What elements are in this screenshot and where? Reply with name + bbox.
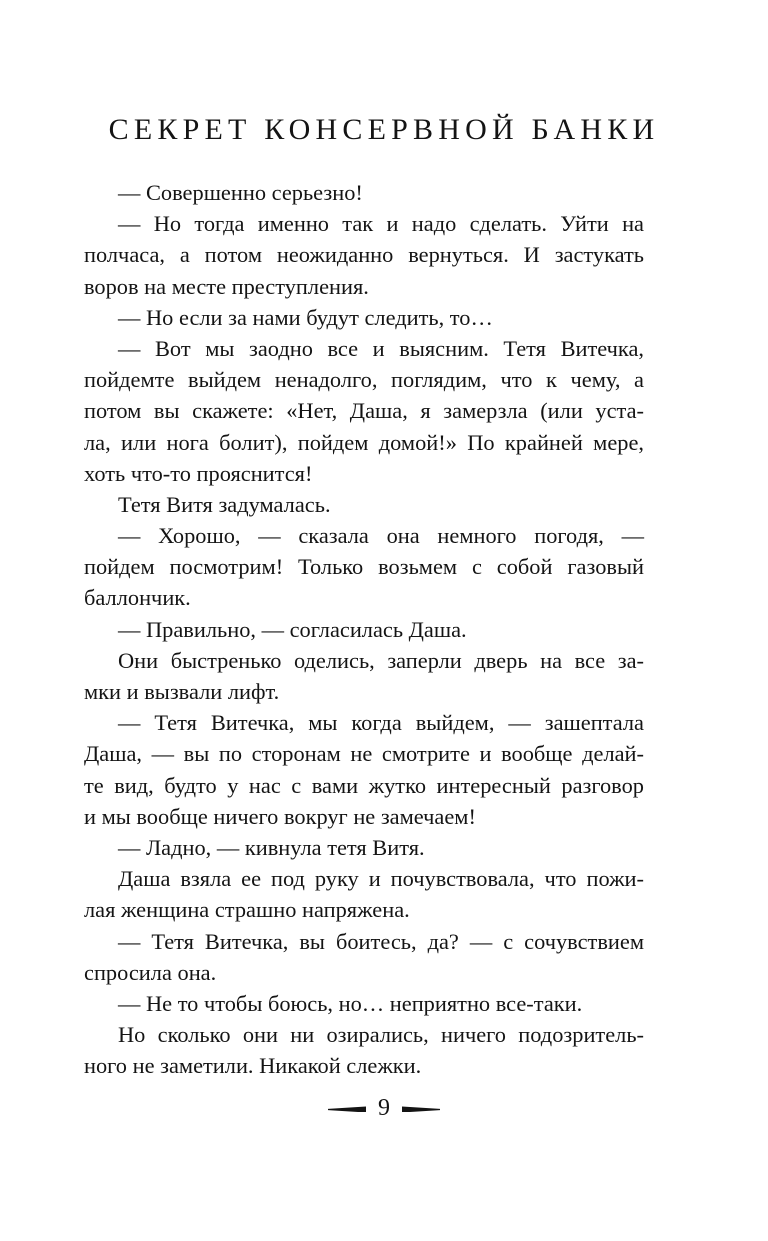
text-line: пойдемте выйдем ненадолго, поглядим, что к чему, а xyxy=(84,367,644,393)
text-line: — Совершенно серьезно! xyxy=(118,180,363,205)
text-line: и мы вообще ничего вокруг не замечаем! xyxy=(84,803,476,829)
text-line: Даша, — вы по сторонам не смотрите и вообще делай- xyxy=(84,741,644,767)
page-number: 9 xyxy=(378,1095,390,1121)
text-line: — Тетя Витечка, вы боитесь, да? — с сочувствием xyxy=(118,928,644,954)
text-line: пойдем посмотрим! Только возьмем с собой газовый xyxy=(84,554,644,580)
text-line: — Тетя Витечка, мы когда выйдем, — зашептала xyxy=(118,710,644,736)
text-line: те вид, будто у нас с вами жутко интересный разговор xyxy=(84,772,644,798)
folio-ornament-right xyxy=(402,1106,440,1112)
text-line: Они быстренько оделись, заперли дверь на все за- xyxy=(118,647,644,673)
text-line: лая женщина страшно напряжена. xyxy=(84,897,410,923)
text-line: — Правильно, — согласилась Даша. xyxy=(118,616,467,642)
text-line: — Но если за нами будут следить, то… xyxy=(118,304,493,330)
text-line: — Ладно, — кивнула тетя Витя. xyxy=(118,834,425,860)
folio-ornament-left xyxy=(328,1106,366,1112)
text-line: Тетя Витя задумалась. xyxy=(118,491,331,517)
body-text xyxy=(84,177,644,1081)
text-line: ла, или нога болит), пойдем домой!» По крайней мере, xyxy=(84,429,644,455)
text-line: — Хорошо, — сказала она немного погодя, — xyxy=(118,523,644,549)
text-line: полчаса, а потом неожиданно вернуться. И застукать xyxy=(84,242,644,268)
text-line: — Но тогда именно так и надо сделать. Уйти на xyxy=(118,211,644,237)
text-line: мки и вызвали лифт. xyxy=(84,679,280,704)
text-line: воров на месте преступления. xyxy=(84,273,369,299)
text-line: — Вот мы заодно все и выясним. Тетя Витечка, xyxy=(118,335,644,361)
text-line: потом вы скажете: «Нет, Даша, я замерзла (или уста- xyxy=(84,398,644,424)
text-line: ного не заметили. Никакой слежки. xyxy=(84,1053,422,1079)
text-line: хоть что-то прояснится! xyxy=(84,460,313,486)
page-footer xyxy=(0,1093,768,1123)
running-head: СЕКРЕТ КОНСЕРВНОЙ БАНКИ xyxy=(108,113,660,146)
text-line: Но сколько они ни озирались, ничего подозритель- xyxy=(118,1022,644,1048)
text-line: спросила она. xyxy=(84,959,217,985)
text-line: Даша взяла ее под руку и почувствовала, что пожи- xyxy=(118,866,644,892)
text-line: баллончик. xyxy=(84,585,191,611)
text-line: — Не то чтобы боюсь, но… неприятно все-таки. xyxy=(118,990,583,1016)
